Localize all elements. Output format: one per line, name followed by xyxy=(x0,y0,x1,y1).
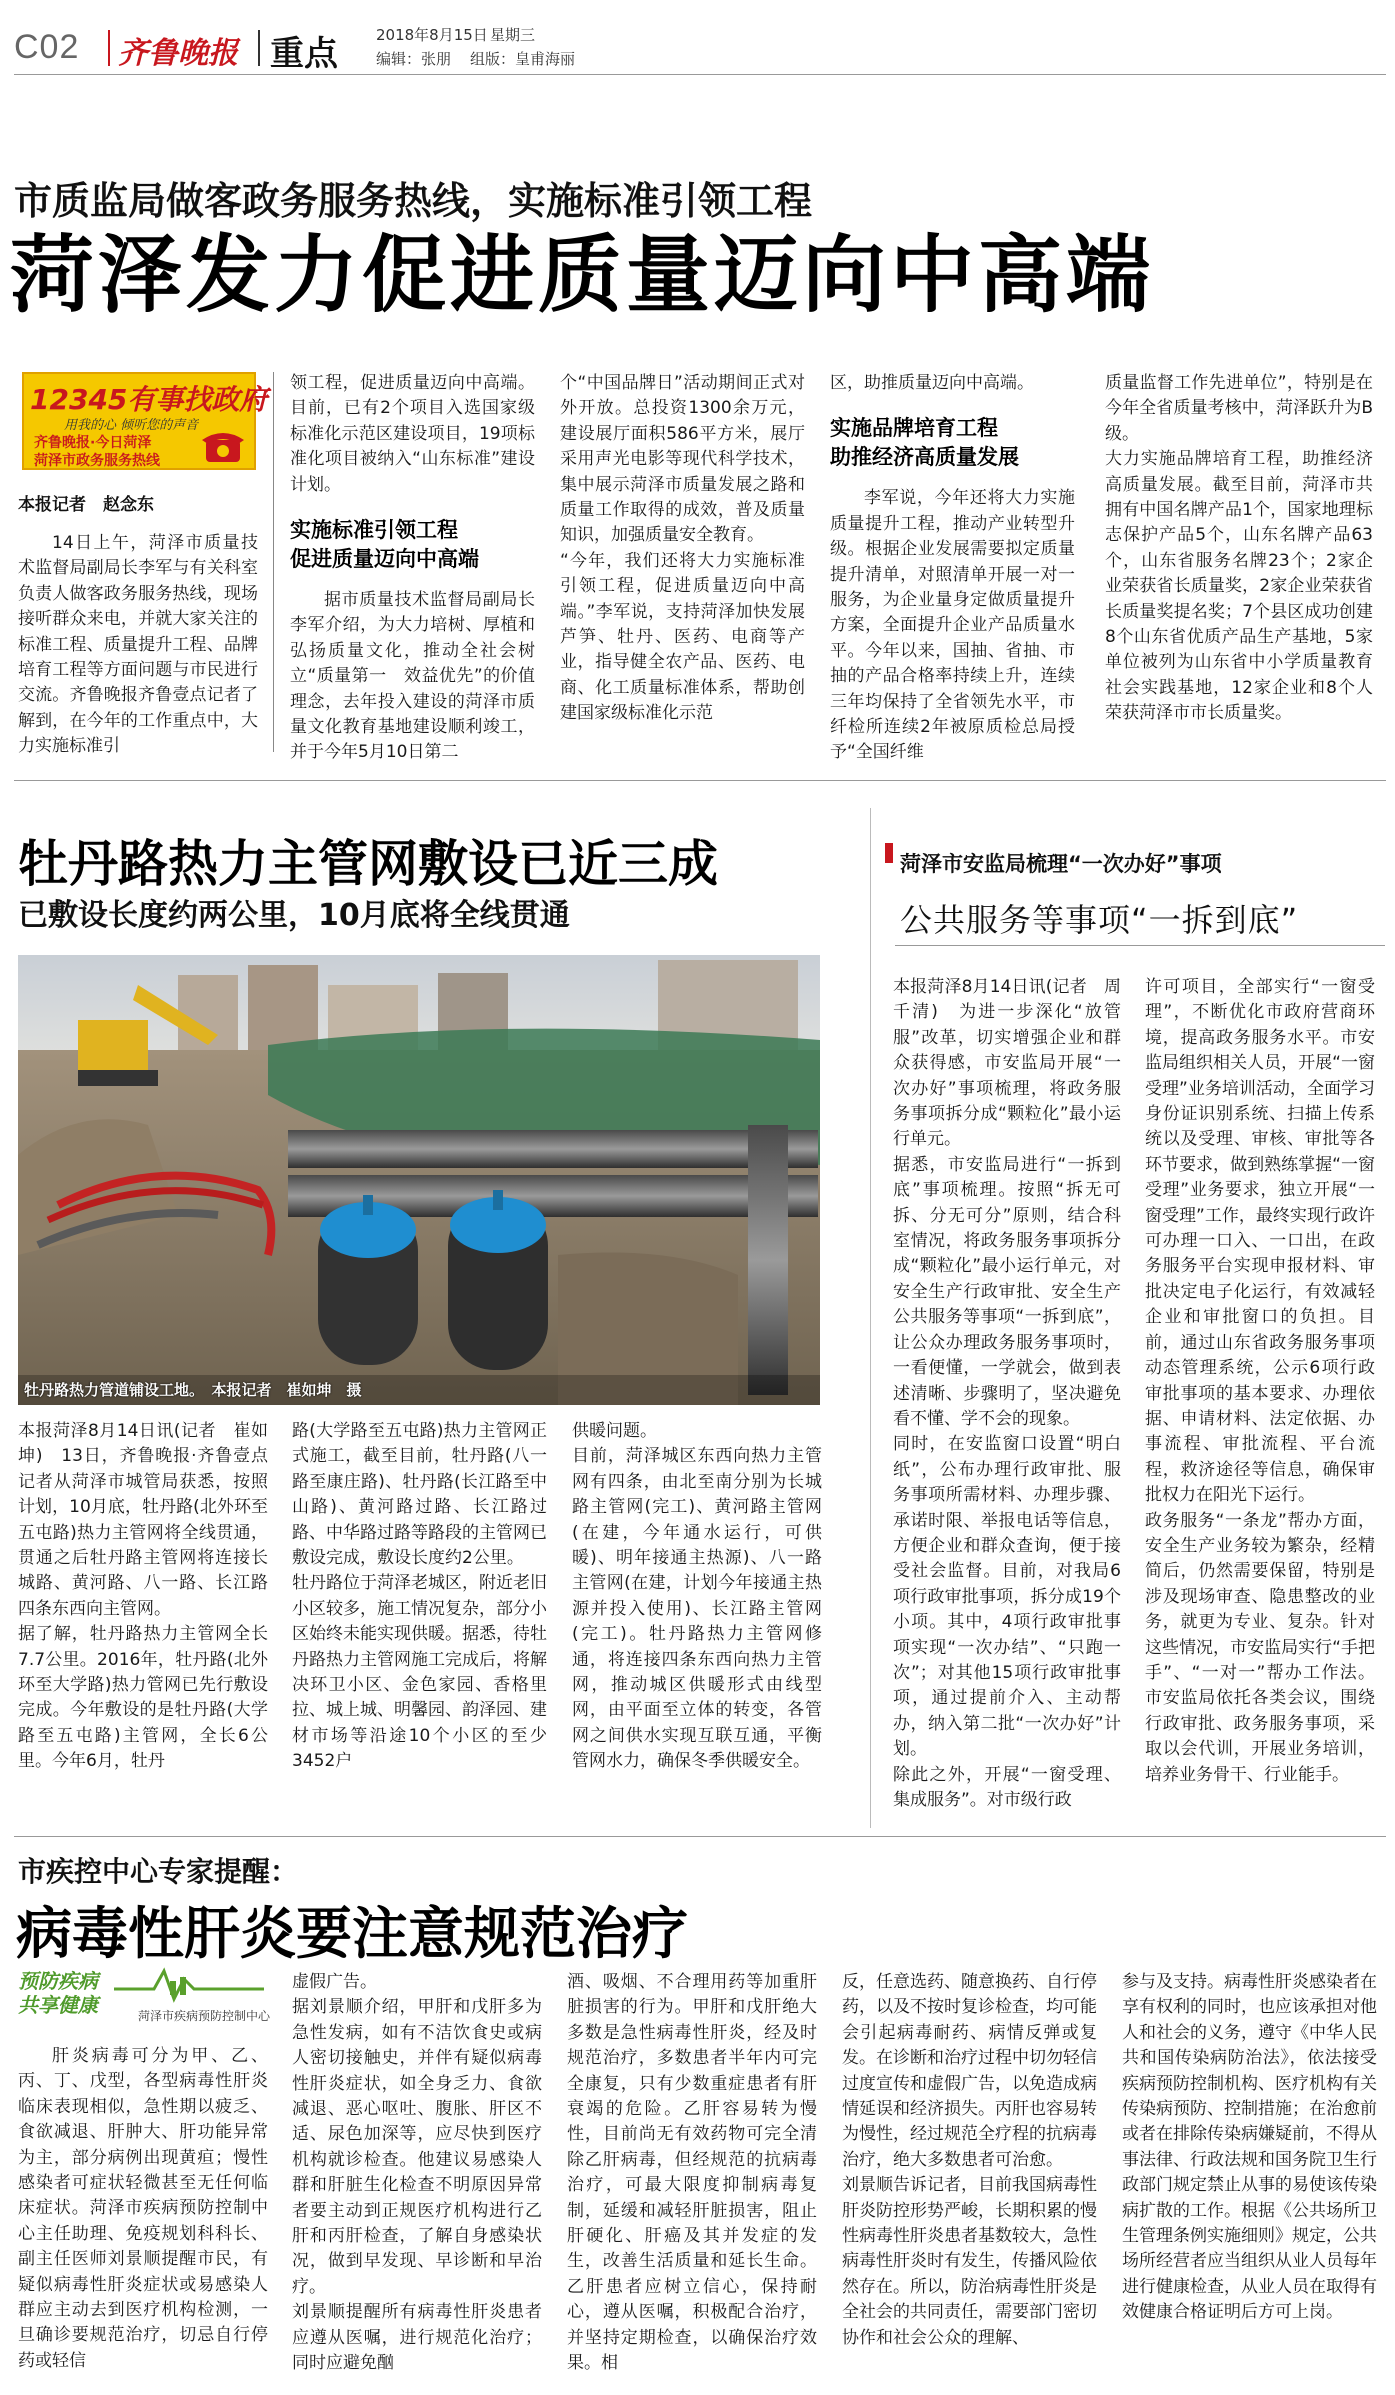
page-code: C02 xyxy=(14,28,80,66)
hotline-logo-sub2: 齐鲁晚报·今日菏泽 xyxy=(34,435,152,451)
article-1-col-3: 个“中国品牌日”活动期间正式对外开放。总投资1300余万元，建设展厅面积586平方米，展厅采用声光电影等现代科学技术，集中展示菏泽市质量发展之路和质量工作取得的成效，普及质量知识，加强质量安全教育。 “今年，我们还将大力实施标准引领工程，促进质量迈向中高端。”李军说，支持菏泽加快发展芦笋、牡丹、医药、电商等产业，指导健全农产品、医药、电商、化工质量标准体系，帮助创建国家级标准化示范 xyxy=(560,373,805,724)
editor: 编辑：张朋 xyxy=(376,50,452,68)
article-3-headline: 公共服务等事项“一拆到底” xyxy=(900,901,1299,939)
article-3-kicker: 菏泽市安监局梳理“一次办好”事项 xyxy=(900,852,1222,876)
article-1-col-1: 14日上午，菏泽市质量技术监督局副局长李军与有关科室负责人做客政务服务热线，现场接听群众来电，并就大家关注的标准工程、质量提升工程、品牌培育工程等方面问题与市民进行交流。齐鲁晚报齐鲁壹点记者了解到，在今年的工作重点中，大力实施标准引 xyxy=(18,533,258,757)
article-4-kicker: 市疾控中心专家提醒： xyxy=(18,1855,299,1888)
masthead-rule xyxy=(14,74,1386,75)
health-logo-org: 菏泽市疾病预防控制中心 xyxy=(138,2009,271,2023)
hotline-logo-sub3: 菏泽市政务服务热线 xyxy=(34,453,160,469)
date: 2018年8月15日 xyxy=(376,26,488,44)
masthead xyxy=(0,0,1395,74)
article-1-col-2-text-a: 领工程，促进质量迈向中高端。目前，已有2个项目入选国家级标准化示范区建设项目，19项标准化项目被纳入“山东标准”建设计划。 xyxy=(290,373,535,495)
masthead-divider-2 xyxy=(258,30,260,66)
article-1-col-5: 质量监督工作先进单位”，特别是在今年全省质量考核中，菏泽跃升为B级。 大力实施品牌培育工程，助推经济高质量发展。截至目前，菏泽市共拥有中国名牌产品1个，国家地理标志保护产品5个，山东名牌产品63个，山东省服务名牌23个；2家企业荣获省长质量奖，2家企业荣获省长质量奖提名奖；7个县区成功创建8个山东省优质产品生产基地，5家单位被列为山东省中小学质量教育社会实践基地，12家企业和8个人荣获菏泽市市长质量奖。 xyxy=(1105,373,1373,724)
article-4-col-2: 虚假广告。 据刘景顺介绍，甲肝和戊肝多为急性发病，如有不洁饮食史或病人密切接触史，并伴有疑似病毒性肝炎症状，如全身乏力、食欲减退、恶心呕吐、腹胀、肝区不适、尿色加深等，应尽快到医疗机构就诊检查。他建议易感染人群和肝脏生化检查不明原因异常者要主动到正规医疗机构进行乙肝和丙肝检查，了解自身感染状况，做到早发现、早诊断和早治疗。 刘景顺提醒所有病毒性肝炎患者应遵从医嘱，进行规范化治疗；同时应避免酗 xyxy=(292,1972,542,2374)
article-1-col-4 xyxy=(830,371,1075,766)
construction-photo xyxy=(18,955,820,1405)
article-2-col-1: 本报菏泽8月14日讯(记者 崔如坤) 13日，齐鲁晚报·齐鲁壹点记者从菏泽市城管局获悉，按照计划，10月底，牡丹路(北外环至五屯路)热力主管网将全线贯通，贯通之后牡丹路主管网将连接长城路、黄河路、八一路、长江路四条东西向主管网。 据了解，牡丹路热力主管网全长7.7公里。2016年，牡丹路(北外环至大学路)热力管网已先行敷设完成。今年敷设的是牡丹路(大学路至五屯路)主管网，全长6公里。今年6月，牡丹 xyxy=(18,1421,268,1772)
article-1-bottom-rule xyxy=(14,780,1386,781)
health-logo xyxy=(18,1963,271,2035)
article-3-col-1: 本报菏泽8月14日讯(记者 周千清) 为进一步深化“放管服”改革，切实增强企业和群众获得感，市安监局开展“一次办好”事项梳理，将政务服务事项拆分成“颗粒化”最小运行单元。 据悉，市安监局进行“一拆到底”事项梳理。按照“拆无可拆、分无可分”原则，结合科室情况，将政务服务事项拆分成“颗粒化”最小运行单元，对安全生产行政审批、安全生产公共服务等事项“一拆到底”，让公众办理政务服务事项时，一看便懂，一学就会，做到表述清晰、步骤明了，坚决避免看不懂、学不会的现象。 同时，在安监窗口设置“明白纸”，公布办理行政审批、服务事项所需材料、办理步骤、承诺时限、举报电话等信息，方便企业和群众查询，便于接受社会监督。目前，对我局6项行政审批事项，拆分成19个小项。其中，4项行政审批事项实现“一次办结”、“只跑一次”；对其他15项行政审批事项，通过提前介入、主动帮办，纳入第二批“一次办好”计划。 除此之外，开展“一窗受理、集成服务”。对市级行政 xyxy=(893,977,1121,1810)
article-4-col-1: 肝炎病毒可分为甲、乙、丙、丁、戊型，各型病毒性肝炎临床表现相似，急性期以疲乏、食欲减退、肝肿大、肝功能异常为主，部分病例出现黄疸；慢性感染者可症状轻微甚至无任何临床症状。菏泽市疾病预防控制中心主任助理、免疫规划科科长、副主任医师刘景顺提醒市民，有疑似病毒性肝炎症状或易感染人群应主动去到医疗机构检测，一旦确诊要规范治疗，切忌自行停药或轻信 xyxy=(18,2046,268,2371)
article-2-subhead: 已敷设长度约两公里，10月底将全线贯通 xyxy=(18,898,570,933)
section-title: 重点 xyxy=(270,34,338,74)
article-2-bottom-rule xyxy=(14,1836,1386,1837)
phone-icon xyxy=(200,426,246,464)
article-4-col-5: 参与及支持。病毒性肝炎感染者在享有权利的同时，也应该承担对他人和社会的义务，遵守《中华人民共和国传染病防治法》，依法接受疾病预防控制机构、医疗机构有关传染病预防、控制措施；在治愈前或者在排除传染病嫌疑前，不得从事法律、行政法规和国务院卫生行政部门规定禁止从事的易使该传染病扩散的工作。根据《公共场所卫生管理条例实施细则》规定，公共场所经营者应当组织从业人员每年进行健康检查，从业人员在取得有效健康合格证明后方可上岗。 xyxy=(1122,1972,1377,2323)
col-rule xyxy=(273,372,274,752)
paper-name: 齐鲁晚报 xyxy=(118,36,238,71)
designer: 组版：皇甫海丽 xyxy=(470,50,576,68)
article-1-byline: 本报记者 赵念东 xyxy=(18,495,154,515)
construction-photo-illustration xyxy=(18,955,820,1405)
heartbeat-icon xyxy=(114,1963,264,2003)
article-1-kicker: 市质监局做客政务服务热线，实施标准引领工程 xyxy=(14,179,813,223)
masthead-divider-1 xyxy=(108,30,110,66)
hotline-logo xyxy=(22,372,268,470)
article-3-top-rule xyxy=(885,843,893,863)
article-3-col-2: 许可项目，全部实行“一窗受理”，不断优化市政府营商环境，提高政务服务水平。市安监局组织相关人员，开展“一窗受理”业务培训活动，全面学习身份证识别系统、扫描上传系统以及受理、审核、审批等各环节要求，做到熟练掌握“一窗受理”业务要求，独立开展“一窗受理”工作，最终实现行政许可办理一口入、一口出，在政务服务平台实现申报材料、审批决定电子化运行，有效减轻企业和审批窗口的负担。目前，通过山东省政务服务事项动态管理系统，公示6项行政审批事项的基本要求、办理依据、申请材料、法定依据、办事流程、审批流程、平台流程，救济途径等信息，确保审批权力在阳光下运行。 政务服务“一条龙”帮办方面，安全生产业务较为繁杂，经精简后，仍然需要保留，特别是涉及现场审查、隐患整改的业务，就更为专业、复杂。针对这些情况，市安监局实行“手把手”、“一对一”帮办工作法。市安监局依托各类会议，围绕行政审批、政务服务事项，采取以会代训，开展业务培训，培养业务骨干、行业能手。 xyxy=(1145,977,1375,1785)
hotline-logo-title: 12345有事找政府 xyxy=(30,383,268,416)
photo-caption: 牡丹路热力管道铺设工地。 本报记者 崔如坤 摄 xyxy=(24,1381,362,1399)
article-1-col-4-text-a: 区，助推质量迈向中高端。 xyxy=(830,373,1034,393)
article-3-left-rule xyxy=(870,808,871,1828)
weekday: 星期三 xyxy=(490,26,536,44)
article-1-col-2 xyxy=(290,371,535,766)
article-1-col-4-text-b: 李军说，今年还将大力实施质量提升工程，推动产业转型升级。根据企业发展需要拟定质量提升清单，对照清单开展一对一服务，为企业量身定做质量提升方案，全面提升企业产品质量水平。今年以来，国抽、省抽、市抽的产品合格率持续上升，连续三年均保持了全省领先水平，市纤检所连续2年被原质检总局授予“全国纤维 xyxy=(830,488,1075,763)
health-logo-text: 预防疾病 共享健康 xyxy=(18,1969,98,2017)
hotline-logo-sub1: 用我的心 倾听您的声音 xyxy=(64,418,199,433)
article-4-headline: 病毒性肝炎要注意规范治疗 xyxy=(16,1902,688,1967)
article-3-head-rule xyxy=(895,945,1385,946)
article-4-col-3: 酒、吸烟、不合理用药等加重肝脏损害的行为。甲肝和戊肝绝大多数是急性病毒性肝炎，经及时规范治疗，多数患者半年内可完全康复，只有少数重症患者有肝衰竭的危险。乙肝容易转为慢性，目前尚无有效药物可完全清除乙肝病毒，但经规范的抗病毒治疗，可最大限度抑制病毒复制，延缓和减轻肝脏损害，阻止肝硬化、肝癌及其并发症的发生，改善生活质量和延长生命。乙肝患者应树立信心，保持耐心，遵从医嘱，积极配合治疗，并坚持定期检查，以确保治疗效果。相 xyxy=(567,1972,817,2374)
article-1-col-2-subhead: 实施标准引领工程 促进质量迈向中高端 xyxy=(290,518,479,572)
article-2-headline: 牡丹路热力主管网敷设已近三成 xyxy=(18,835,718,893)
article-2-col-3: 供暖问题。 目前，菏泽城区东西向热力主管网有四条，由北至南分别为长城路主管网(完工)、黄河路主管网(在建，今年通水运行，可供暖)、明年接通主热源)、八一路主管网(在建，计划今年接通主热源并投入使用)、长江路主管网(完工)。牡丹路热力主管网修通，将连接四条东西向热力主管网，推动城区供暖形式由线型网，由平面至立体的转变，各管网之间供水实现互联互通，平衡管网水力，确保冬季供暖安全。 xyxy=(572,1421,822,1772)
article-1-col-4-subhead: 实施品牌培育工程 助推经济高质量发展 xyxy=(830,416,1019,470)
article-4-col-4: 反，任意选药、随意换药、自行停药，以及不按时复诊检查，均可能会引起病毒耐药、病情反弹或复发。在诊断和治疗过程中切勿轻信过度宣传和虚假广告，以免造成病情延误和经济损失。丙肝也容易转为慢性，经过规范全疗程的抗病毒治疗，绝大多数患者可治愈。 刘景顺告诉记者，目前我国病毒性肝炎防控形势严峻，长期积累的慢性病毒性肝炎患者基数较大，急性病毒性肝炎时有发生，传播风险依然存在。所以，防治病毒性肝炎是全社会的共同责任，需要部门密切协作和社会公众的理解、 xyxy=(842,1972,1097,2348)
article-2-col-2: 路(大学路至五屯路)热力主管网正式施工，截至目前，牡丹路(八一路至康庄路)、牡丹路(长江路至中山路)、黄河路过路、长江路过路、中华路过路等路段的主管网已敷设完成，敷设长度约2公里。 牡丹路位于菏泽老城区，附近老旧小区较多，施工情况复杂，部分小区始终未能实现供暖。据悉，待牡丹路热力主管网施工完成后，将解决环卫小区、金色家园、香格里拉、城上城、明馨园、韵泽园、建材市场等沿途10个小区的至少3452户 xyxy=(292,1421,547,1772)
article-1-col-2-text-b: 据市质量技术监督局副局长李军介绍，为大力培树、厚植和弘扬质量文化，推动全社会树立“质量第一 效益优先”的价值理念，去年投入建设的菏泽市质量文化教育基地建设顺利竣工，并于今年5月10日第二 xyxy=(290,590,535,763)
article-1-headline: 菏泽发力促进质量迈向中高端 xyxy=(10,226,1155,324)
